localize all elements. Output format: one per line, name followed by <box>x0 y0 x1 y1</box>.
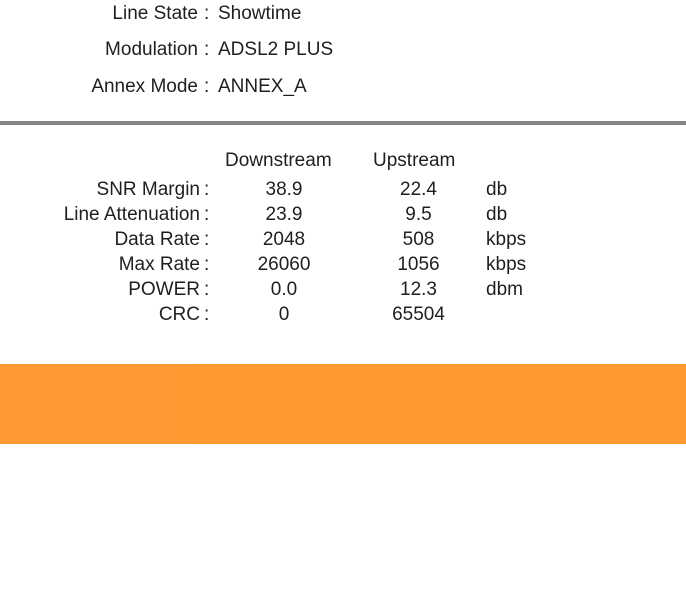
data-rate-row <box>0 227 686 252</box>
snr-margin-unit: db <box>486 179 508 200</box>
crc-downstream: 0 <box>278 304 290 325</box>
max-rate-downstream: 26060 <box>257 254 311 275</box>
power-downstream: 0.0 <box>270 279 298 300</box>
line-attenuation-label: Line Attenuation <box>63 204 200 225</box>
data-rate-label: Data Rate <box>114 229 200 250</box>
crc-separator: : <box>204 304 210 325</box>
crc-row <box>0 302 686 327</box>
line-attenuation-downstream: 23.9 <box>265 204 303 225</box>
snr-margin-downstream: 38.9 <box>265 179 303 200</box>
snr-margin-separator: : <box>204 179 210 200</box>
line-attenuation-upstream: 9.5 <box>405 204 432 225</box>
line-state-value: Showtime <box>218 3 302 24</box>
line-state-row <box>0 0 686 28</box>
power-upstream: 12.3 <box>400 279 437 300</box>
data-rate-downstream: 2048 <box>262 229 306 250</box>
power-separator: : <box>204 279 210 300</box>
crc-upstream: 65504 <box>392 304 445 325</box>
max-rate-separator: : <box>204 254 210 275</box>
power-unit: dbm <box>486 279 523 300</box>
max-rate-unit: kbps <box>486 254 527 275</box>
modulation-label: Modulation <box>105 39 198 60</box>
power-label: POWER <box>128 279 200 300</box>
downstream-header: Downstream <box>225 150 332 171</box>
modulation-value: ADSL2 PLUS <box>218 39 334 60</box>
line-statistics-table <box>0 125 686 350</box>
data-rate-upstream: 508 <box>402 229 435 250</box>
annex-mode-row <box>0 73 686 101</box>
footer-bar-left-segment <box>0 364 180 444</box>
data-rate-unit: kbps <box>486 229 527 250</box>
data-rate-separator: : <box>204 229 210 250</box>
line-state-separator: : <box>204 3 210 24</box>
upstream-header: Upstream <box>373 150 456 171</box>
power-row <box>0 277 686 302</box>
annex-mode-separator: : <box>204 76 210 97</box>
max-rate-row <box>0 252 686 277</box>
line-attenuation-separator: : <box>204 204 210 225</box>
snr-margin-label: SNR Margin <box>96 179 200 200</box>
modulation-row <box>0 36 686 64</box>
snr-margin-row <box>0 177 686 202</box>
max-rate-upstream: 1056 <box>397 254 440 275</box>
annex-mode-value: ANNEX_A <box>218 76 307 97</box>
line-status-section <box>0 0 686 121</box>
line-attenuation-unit: db <box>486 204 508 225</box>
modulation-separator: : <box>204 39 210 60</box>
crc-label: CRC <box>158 304 200 325</box>
annex-mode-label: Annex Mode <box>91 76 198 97</box>
line-state-label: Line State <box>112 3 198 24</box>
line-attenuation-row <box>0 202 686 227</box>
snr-margin-upstream: 22.4 <box>400 179 437 200</box>
footer-bar <box>0 364 686 444</box>
max-rate-label: Max Rate <box>118 254 200 275</box>
